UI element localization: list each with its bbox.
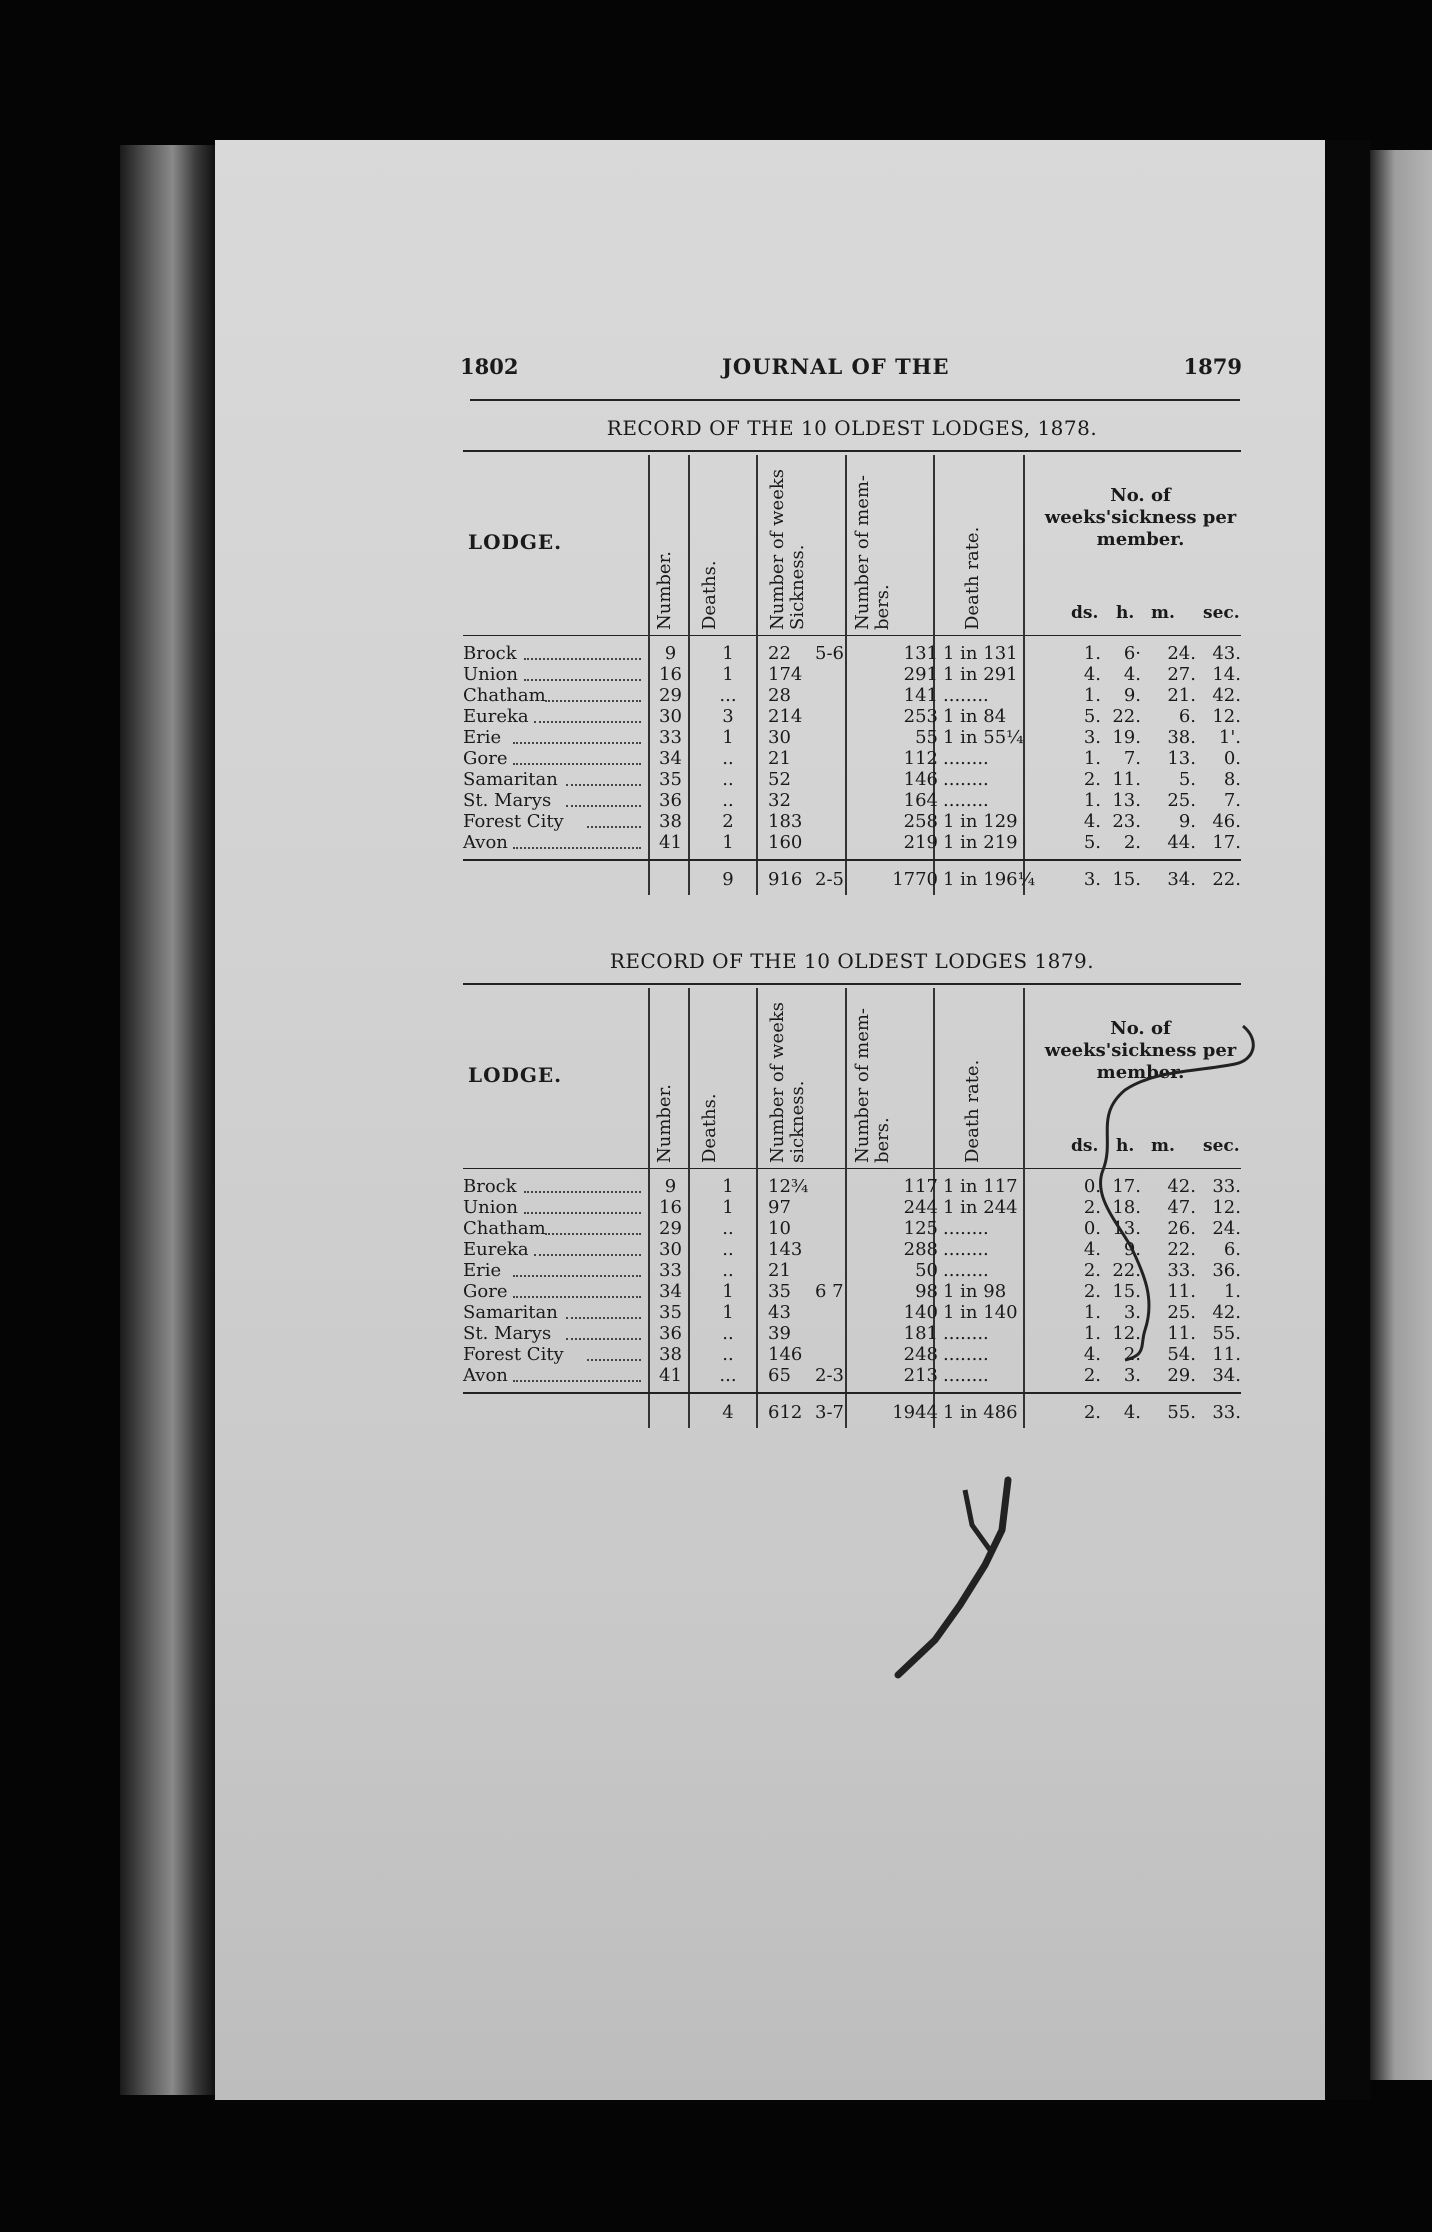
leader-dots	[524, 679, 642, 681]
cell-ds: 1.	[1083, 643, 1101, 664]
total-deaths: 9	[722, 869, 734, 890]
column-header-h: h.	[1116, 1136, 1135, 1156]
cell-deaths: 1	[722, 1302, 734, 1323]
cell-deaths: ..	[722, 1218, 734, 1239]
cell-m: 13.	[1167, 748, 1196, 769]
leader-dots	[513, 742, 641, 744]
total-rule	[463, 859, 1241, 861]
cell-h: 9.	[1123, 1239, 1141, 1260]
lodge-name: Chatham	[463, 1218, 546, 1239]
cell-weeks: 35	[768, 1281, 791, 1302]
column-header-number: Number.	[654, 551, 675, 630]
lodge-name: Forest City	[463, 1344, 564, 1365]
leader-dots	[513, 1296, 641, 1298]
lodge-name: Union	[463, 1197, 518, 1218]
cell-sec: 36.	[1212, 1260, 1241, 1281]
cell-sec: 55.	[1212, 1323, 1241, 1344]
cell-deaths: ..	[722, 1239, 734, 1260]
total-weeks: 916	[768, 869, 803, 890]
table-row	[463, 790, 1241, 811]
cell-ds: 1.	[1083, 790, 1101, 811]
table-row	[463, 643, 1241, 664]
cell-members: 219	[903, 832, 938, 853]
cell-members: 117	[903, 1176, 938, 1197]
cell-m: 24.	[1167, 643, 1196, 664]
cell-deaths: 1	[722, 1197, 734, 1218]
cell-m: 47.	[1167, 1197, 1196, 1218]
cell-sec: 12.	[1212, 1197, 1241, 1218]
cell-m: 33.	[1167, 1260, 1196, 1281]
column-header-sec: sec.	[1203, 603, 1240, 623]
cell-h: 7.	[1123, 748, 1141, 769]
lodge-name: Samaritan	[463, 769, 558, 790]
column-header-members: Number of mem- bers.	[852, 1007, 893, 1163]
total-ds: 3.	[1083, 869, 1101, 890]
cell-h: 22.	[1112, 1260, 1141, 1281]
total-deaths: 4	[722, 1402, 734, 1423]
cell-weeks: 183	[768, 811, 803, 832]
cell-rate: ........	[943, 1218, 989, 1239]
cell-h: 23.	[1112, 811, 1141, 832]
cell-number: 16	[659, 664, 682, 685]
column-header-per-member: No. of weeks'sickness per member.	[1044, 485, 1237, 550]
cell-deaths: 1	[722, 1176, 734, 1197]
leader-dots	[513, 1380, 641, 1382]
leader-dots	[534, 1254, 641, 1256]
cell-rate: ........	[943, 685, 989, 706]
cell-rate: ........	[943, 1323, 989, 1344]
pen-scribble	[1085, 1020, 1265, 1370]
cell-m: 21.	[1167, 685, 1196, 706]
book-spine-edge	[120, 145, 215, 2095]
leader-dots	[587, 1359, 642, 1361]
cell-ds: 1.	[1083, 748, 1101, 769]
facing-page-edge	[1370, 150, 1432, 2080]
total-ratio: 3-7	[815, 1402, 844, 1423]
cell-deaths: 1	[722, 643, 734, 664]
cell-rate: 1 in 55¼	[943, 727, 1024, 748]
cell-deaths: ..	[722, 748, 734, 769]
cell-sec: 42.	[1212, 1302, 1241, 1323]
cell-members: 141	[903, 685, 938, 706]
cell-rate: ........	[943, 1344, 989, 1365]
cell-rate: 1 in 244	[943, 1197, 1018, 1218]
cell-ds: 2.	[1083, 1281, 1101, 1302]
table-row	[463, 727, 1241, 748]
column-header-members: Number of mem- bers.	[852, 474, 893, 630]
leader-dots	[513, 763, 641, 765]
cell-ratio: 6 7	[815, 1281, 844, 1302]
cell-m: 42.	[1167, 1176, 1196, 1197]
cell-ds: 2.	[1083, 1365, 1101, 1386]
cell-number: 34	[659, 1281, 682, 1302]
cell-members: 164	[903, 790, 938, 811]
cell-members: 146	[903, 769, 938, 790]
total-members: 1770	[892, 869, 938, 890]
cell-sec: 11.	[1212, 1344, 1241, 1365]
leader-dots	[513, 847, 641, 849]
table-row	[463, 832, 1241, 853]
lodge-name: Eureka	[463, 706, 529, 727]
table-row	[463, 811, 1241, 832]
cell-ds: 3.	[1083, 727, 1101, 748]
column-header-lodge: LODGE.	[468, 530, 563, 554]
cell-deaths: ..	[722, 1323, 734, 1344]
cell-deaths: 2	[722, 811, 734, 832]
column-header-ds: ds.	[1071, 603, 1099, 623]
cell-rate: 1 in 84	[943, 706, 1007, 727]
leader-dots	[566, 1317, 642, 1319]
column-header-m: m.	[1151, 1136, 1175, 1156]
cell-members: 244	[903, 1197, 938, 1218]
cell-weeks: 146	[768, 1344, 803, 1365]
cell-members: 291	[903, 664, 938, 685]
cell-members: 248	[903, 1344, 938, 1365]
page-header	[460, 354, 1242, 384]
cell-m: 9.	[1178, 811, 1196, 832]
column-header-number: Number.	[654, 1084, 675, 1163]
page-number-left: 1802	[460, 354, 519, 379]
cell-number: 30	[659, 706, 682, 727]
column-header-sec: sec.	[1203, 1136, 1240, 1156]
cell-h: 13.	[1112, 1218, 1141, 1239]
cell-number: 29	[659, 1218, 682, 1239]
cell-ds: 2.	[1083, 1260, 1101, 1281]
cell-m: 38.	[1167, 727, 1196, 748]
lodge-name: Erie	[463, 1260, 502, 1281]
cell-rate: 1 in 129	[943, 811, 1018, 832]
lodge-name: Avon	[463, 832, 508, 853]
cell-number: 38	[659, 1344, 682, 1365]
cell-sec: 14.	[1212, 664, 1241, 685]
cell-m: 29.	[1167, 1365, 1196, 1386]
cell-members: 50	[915, 1260, 938, 1281]
cell-h: 11.	[1112, 769, 1141, 790]
leader-dots	[587, 826, 642, 828]
table-title: RECORD OF THE 10 OLDEST LODGES, 1878.	[606, 416, 1098, 440]
cell-rate: 1 in 117	[943, 1176, 1018, 1197]
cell-deaths: ..	[722, 1260, 734, 1281]
column-header-lodge: LODGE.	[468, 1063, 563, 1087]
cell-number: 35	[659, 769, 682, 790]
column-header-ds: ds.	[1071, 1136, 1099, 1156]
leader-dots	[513, 1275, 641, 1277]
cell-number: 29	[659, 685, 682, 706]
cell-h: 19.	[1112, 727, 1141, 748]
cell-weeks: 39	[768, 1323, 791, 1344]
ink-blot	[890, 1470, 1030, 1690]
total-members: 1944	[892, 1402, 938, 1423]
cell-ds: 4.	[1083, 811, 1101, 832]
cell-rate: 1 in 140	[943, 1302, 1018, 1323]
total-rate: 1 in 486	[943, 1402, 1018, 1423]
cell-number: 41	[659, 1365, 682, 1386]
cell-h: 18.	[1112, 1197, 1141, 1218]
lodge-name: Samaritan	[463, 1302, 558, 1323]
table-row	[463, 706, 1241, 727]
column-header-m: m.	[1151, 603, 1175, 623]
lodge-name: Forest City	[463, 811, 564, 832]
cell-number: 36	[659, 1323, 682, 1344]
cell-ds: 2.	[1083, 769, 1101, 790]
lodge-name: St. Marys	[463, 1323, 552, 1344]
cell-members: 253	[903, 706, 938, 727]
cell-deaths: 1	[722, 727, 734, 748]
lodge-name: Union	[463, 664, 518, 685]
cell-weeks: 174	[768, 664, 803, 685]
cell-deaths: ...	[719, 1365, 737, 1386]
cell-weeks: 10	[768, 1218, 791, 1239]
table-row	[463, 685, 1241, 706]
cell-h: 12.	[1112, 1323, 1141, 1344]
cell-rate: ........	[943, 1365, 989, 1386]
total-sec: 22.	[1212, 869, 1241, 890]
cell-rate: ........	[943, 790, 989, 811]
total-row	[463, 869, 1241, 890]
page-number-right: 1879	[1183, 354, 1242, 379]
cell-sec: 12.	[1212, 706, 1241, 727]
cell-ratio: 2-3	[815, 1365, 844, 1386]
cell-ds: 2.	[1083, 1197, 1101, 1218]
cell-number: 34	[659, 748, 682, 769]
cell-h: 3.	[1123, 1365, 1141, 1386]
table-row	[463, 748, 1241, 769]
cell-weeks: 21	[768, 1260, 791, 1281]
cell-h: 6·	[1123, 643, 1141, 664]
cell-deaths: ..	[722, 790, 734, 811]
leader-dots	[534, 721, 641, 723]
cell-number: 9	[664, 643, 677, 664]
cell-ds: 1.	[1083, 685, 1101, 706]
cell-number: 41	[659, 832, 682, 853]
cell-members: 181	[903, 1323, 938, 1344]
column-header-death-rate: Death rate.	[962, 526, 983, 630]
cell-deaths: 1	[722, 832, 734, 853]
total-h: 15.	[1112, 869, 1141, 890]
cell-rate: 1 in 98	[943, 1281, 1007, 1302]
column-header-weeks: Number of weeks sickness.	[767, 1002, 808, 1163]
cell-number: 38	[659, 811, 682, 832]
column-header-per-member: No. of weeks'sickness per member.	[1044, 1018, 1237, 1083]
cell-m: 25.	[1167, 790, 1196, 811]
lodge-name: Gore	[463, 1281, 508, 1302]
cell-weeks: 214	[768, 706, 803, 727]
cell-m: 54.	[1167, 1344, 1196, 1365]
total-rate: 1 in 196¼	[943, 869, 1036, 890]
cell-m: 6.	[1178, 706, 1196, 727]
cell-sec: 43.	[1212, 643, 1241, 664]
cell-h: 15.	[1112, 1281, 1141, 1302]
cell-weeks: 43	[768, 1302, 791, 1323]
cell-rate: 1 in 291	[943, 664, 1018, 685]
cell-rate: ........	[943, 748, 989, 769]
leader-dots	[566, 805, 642, 807]
header-rule	[463, 635, 1241, 636]
table-title: RECORD OF THE 10 OLDEST LODGES 1879.	[609, 949, 1095, 973]
total-h: 4.	[1123, 1402, 1141, 1423]
cell-deaths: 1	[722, 1281, 734, 1302]
cell-deaths: 1	[722, 664, 734, 685]
cell-rate: ........	[943, 769, 989, 790]
leader-dots	[566, 1338, 642, 1340]
title-rule	[463, 983, 1241, 985]
cell-sec: 33.	[1212, 1176, 1241, 1197]
column-header-deaths: Deaths.	[699, 1093, 720, 1163]
cell-sec: 34.	[1212, 1365, 1241, 1386]
cell-number: 33	[659, 727, 682, 748]
cell-h: 22.	[1112, 706, 1141, 727]
cell-sec: 0.	[1223, 748, 1241, 769]
cell-sec: 7.	[1223, 790, 1241, 811]
total-ds: 2.	[1083, 1402, 1101, 1423]
cell-sec: 6.	[1223, 1239, 1241, 1260]
cell-weeks: 160	[768, 832, 803, 853]
cell-rate: 1 in 219	[943, 832, 1018, 853]
cell-deaths: ..	[722, 769, 734, 790]
cell-members: 98	[915, 1281, 938, 1302]
cell-ds: 0.	[1083, 1218, 1101, 1239]
column-header-weeks: Number of weeks Sickness.	[767, 469, 808, 630]
cell-m: 5.	[1178, 769, 1196, 790]
cell-members: 125	[903, 1218, 938, 1239]
lodge-name: Brock	[463, 1176, 517, 1197]
lodge-name: Erie	[463, 727, 502, 748]
cell-h: 2.	[1123, 1344, 1141, 1365]
cell-m: 11.	[1167, 1323, 1196, 1344]
cell-sec: 1.	[1223, 1281, 1241, 1302]
column-header-deaths: Deaths.	[699, 560, 720, 630]
leader-dots	[545, 700, 642, 702]
cell-rate: 1 in 131	[943, 643, 1018, 664]
cell-weeks: 143	[768, 1239, 803, 1260]
cell-m: 11.	[1167, 1281, 1196, 1302]
cell-number: 33	[659, 1260, 682, 1281]
lodge-name: Brock	[463, 643, 517, 664]
cell-m: 22.	[1167, 1239, 1196, 1260]
cell-deaths: 3	[722, 706, 734, 727]
cell-members: 112	[903, 748, 938, 769]
lodge-name: Eureka	[463, 1239, 529, 1260]
cell-number: 9	[664, 1176, 677, 1197]
cell-m: 26.	[1167, 1218, 1196, 1239]
page-gutter	[1325, 140, 1370, 2100]
leader-dots	[566, 784, 642, 786]
cell-m: 25.	[1167, 1302, 1196, 1323]
cell-deaths: ..	[722, 1344, 734, 1365]
column-header-death-rate: Death rate.	[962, 1059, 983, 1163]
lodge-name: Gore	[463, 748, 508, 769]
total-m: 34.	[1167, 869, 1196, 890]
cell-sec: 17.	[1212, 832, 1241, 853]
cell-weeks: 28	[768, 685, 791, 706]
lodge-name: St. Marys	[463, 790, 552, 811]
cell-sec: 1'.	[1218, 727, 1241, 748]
cell-members: 55	[915, 727, 938, 748]
cell-ds: 5.	[1083, 832, 1101, 853]
cell-weeks: 22	[768, 643, 791, 664]
cell-ds: 1.	[1083, 1323, 1101, 1344]
cell-sec: 8.	[1223, 769, 1241, 790]
cell-ds: 0.	[1083, 1176, 1101, 1197]
cell-rate: ........	[943, 1239, 989, 1260]
total-m: 55.	[1167, 1402, 1196, 1423]
lodge-name: Avon	[463, 1365, 508, 1386]
cell-number: 16	[659, 1197, 682, 1218]
cell-weeks: 32	[768, 790, 791, 811]
cell-h: 3.	[1123, 1302, 1141, 1323]
cell-ds: 5.	[1083, 706, 1101, 727]
cell-weeks: 97	[768, 1197, 791, 1218]
cell-ratio: 5-6	[815, 643, 844, 664]
cell-deaths: ...	[719, 685, 737, 706]
total-rule	[463, 1392, 1241, 1394]
journal-title: JOURNAL OF THE	[722, 354, 950, 379]
cell-members: 140	[903, 1302, 938, 1323]
cell-ds: 4.	[1083, 664, 1101, 685]
leader-dots	[545, 1233, 642, 1235]
cell-h: 2.	[1123, 832, 1141, 853]
cell-ds: 4.	[1083, 1239, 1101, 1260]
cell-weeks: 65	[768, 1365, 791, 1386]
cell-rate: ........	[943, 1260, 989, 1281]
cell-h: 17.	[1112, 1176, 1141, 1197]
total-sec: 33.	[1212, 1402, 1241, 1423]
cell-m: 27.	[1167, 664, 1196, 685]
table-1878	[463, 410, 1241, 910]
cell-number: 36	[659, 790, 682, 811]
cell-weeks: 21	[768, 748, 791, 769]
total-row	[463, 1402, 1241, 1423]
cell-sec: 46.	[1212, 811, 1241, 832]
cell-ds: 1.	[1083, 1302, 1101, 1323]
lodge-name: Chatham	[463, 685, 546, 706]
cell-members: 258	[903, 811, 938, 832]
cell-ds: 4.	[1083, 1344, 1101, 1365]
cell-members: 131	[903, 643, 938, 664]
leader-dots	[524, 658, 642, 660]
cell-weeks: 30	[768, 727, 791, 748]
cell-h: 13.	[1112, 790, 1141, 811]
leader-dots	[524, 1212, 642, 1214]
cell-number: 30	[659, 1239, 682, 1260]
cell-sec: 42.	[1212, 685, 1241, 706]
total-ratio: 2-5	[815, 869, 844, 890]
cell-weeks: 52	[768, 769, 791, 790]
leader-dots	[524, 1191, 642, 1193]
cell-members: 213	[903, 1365, 938, 1386]
top-rule	[470, 399, 1240, 401]
cell-h: 4.	[1123, 664, 1141, 685]
total-weeks: 612	[768, 1402, 803, 1423]
cell-m: 44.	[1167, 832, 1196, 853]
column-header-h: h.	[1116, 603, 1135, 623]
cell-weeks: 12¾	[768, 1176, 809, 1197]
title-rule	[463, 450, 1241, 452]
cell-members: 288	[903, 1239, 938, 1260]
table-row	[463, 769, 1241, 790]
table-row	[463, 664, 1241, 685]
cell-h: 9.	[1123, 685, 1141, 706]
cell-number: 35	[659, 1302, 682, 1323]
cell-sec: 24.	[1212, 1218, 1241, 1239]
